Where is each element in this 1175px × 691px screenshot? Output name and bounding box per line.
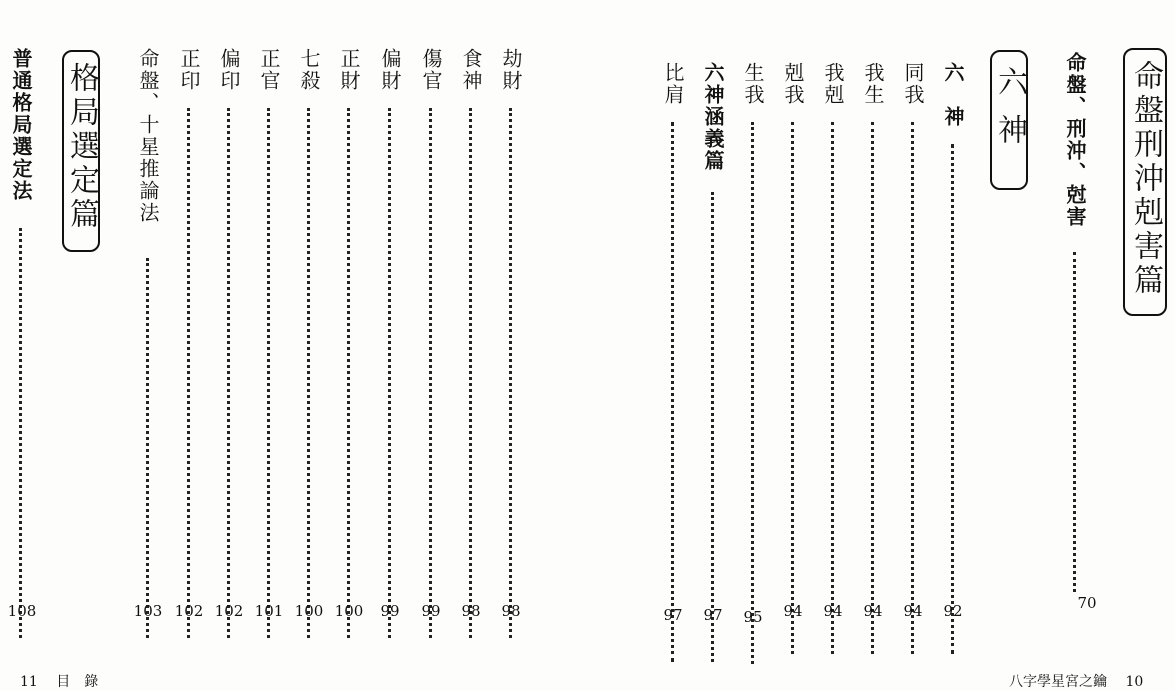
toc-page-number: 102 <box>174 602 204 620</box>
dot-leader <box>871 122 874 654</box>
dot-leader <box>347 108 350 638</box>
toc-entry-label: 六神涵義篇 <box>701 62 725 172</box>
dot-leader <box>671 122 674 662</box>
toc-entry[interactable] <box>498 48 524 92</box>
toc-entry-label: 生我 <box>741 62 765 106</box>
dot-leader <box>951 144 954 654</box>
section-box-label: 六神 <box>992 66 1027 162</box>
toc-entry[interactable] <box>780 62 806 106</box>
toc-entry[interactable] <box>860 62 886 106</box>
toc-entry-label: 普通格局選定法 <box>9 48 33 202</box>
toc-page-number: 100 <box>294 602 324 620</box>
left-page <box>0 0 587 690</box>
toc-page-number: 100 <box>334 602 364 620</box>
toc-page-number: 102 <box>214 602 244 620</box>
dot-leader <box>388 108 391 638</box>
toc-entry[interactable] <box>660 62 686 106</box>
left-footer <box>20 671 98 691</box>
toc-page-number: 99 <box>380 602 400 620</box>
toc-page-number: 101 <box>254 602 284 620</box>
toc-entry-label: 正財 <box>337 48 361 92</box>
toc-page-number: 98 <box>501 602 521 620</box>
dot-leader <box>1073 252 1076 592</box>
footer-page-number: 10 <box>1125 674 1144 690</box>
toc-page-number: 95 <box>743 608 763 626</box>
toc-entry-label: 剋我 <box>781 62 805 106</box>
toc-entry-label: 劫財 <box>499 48 523 92</box>
toc-entry-label: 七殺 <box>297 48 321 92</box>
toc-entry[interactable] <box>820 62 846 106</box>
toc-page-number: 97 <box>663 606 683 624</box>
toc-entry[interactable] <box>216 48 242 92</box>
dot-leader <box>429 108 432 638</box>
toc-entry[interactable] <box>418 48 444 92</box>
toc-entry[interactable] <box>296 48 322 92</box>
toc-page-number: 94 <box>823 602 843 620</box>
toc-entry-label: 正印 <box>177 48 201 92</box>
dot-leader <box>831 122 834 654</box>
toc-page-number: 103 <box>133 602 163 620</box>
toc-entry[interactable] <box>900 62 926 106</box>
toc-page-number: 92 <box>943 602 963 620</box>
toc-entry[interactable] <box>377 48 403 92</box>
toc-entry-label: 偏印 <box>217 48 241 92</box>
toc-entry[interactable] <box>135 48 161 224</box>
right-page <box>587 0 1175 690</box>
section-heading <box>1123 48 1167 316</box>
toc-page-number: 70 <box>1077 594 1097 612</box>
toc-entry-label: 比肩 <box>661 62 685 106</box>
right-footer <box>1009 671 1143 691</box>
toc-entry-label: 正官 <box>257 48 281 92</box>
section-heading-label: 格局選定篇 <box>64 62 99 232</box>
toc-entry[interactable] <box>176 48 202 92</box>
toc-entry[interactable] <box>940 62 966 128</box>
dot-leader <box>187 108 190 638</box>
toc-entry-label: 偏財 <box>378 48 402 92</box>
toc-entry-label: 同我 <box>901 62 925 106</box>
toc-entry-label: 食神 <box>459 48 483 92</box>
dot-leader <box>146 258 149 638</box>
footer-page-number: 11 <box>20 674 38 690</box>
dot-leader <box>509 108 512 638</box>
toc-entry-label: 命盤、刑沖、尅害 <box>1063 52 1087 228</box>
toc-entry[interactable] <box>700 62 726 172</box>
section-box <box>990 50 1028 190</box>
toc-entry-label: 我剋 <box>821 62 845 106</box>
section-heading <box>62 50 100 252</box>
dot-leader <box>227 108 230 638</box>
toc-entry-label: 我生 <box>861 62 885 106</box>
toc-entry[interactable] <box>8 48 34 202</box>
toc-entry-label: 命盤、十星推論法 <box>136 48 160 224</box>
toc-entry[interactable] <box>1062 52 1088 228</box>
dot-leader <box>469 108 472 638</box>
toc-page-number: 99 <box>421 602 441 620</box>
toc-entry[interactable] <box>336 48 362 92</box>
toc-entry-label: 六 神 <box>941 62 965 128</box>
toc-entry[interactable] <box>458 48 484 92</box>
toc-page-number: 98 <box>461 602 481 620</box>
toc-page-number: 97 <box>703 606 723 624</box>
toc-page-number: 108 <box>7 602 37 620</box>
dot-leader <box>267 108 270 638</box>
footer-title: 八字學星宮之鑰 <box>1009 674 1107 690</box>
dot-leader <box>791 122 794 654</box>
toc-entry[interactable] <box>740 62 766 106</box>
dot-leader <box>911 122 914 654</box>
toc-entry-label: 傷官 <box>419 48 443 92</box>
dot-leader <box>19 228 22 638</box>
toc-page-number: 94 <box>863 602 883 620</box>
dot-leader <box>307 108 310 638</box>
toc-page-number: 94 <box>903 602 923 620</box>
section-heading-label: 命盤刑沖剋害篇 <box>1128 60 1163 298</box>
dot-leader <box>751 122 754 664</box>
dot-leader <box>711 192 714 662</box>
toc-entry[interactable] <box>256 48 282 92</box>
toc-page-number: 94 <box>783 602 803 620</box>
footer-title: 目 錄 <box>56 674 99 690</box>
